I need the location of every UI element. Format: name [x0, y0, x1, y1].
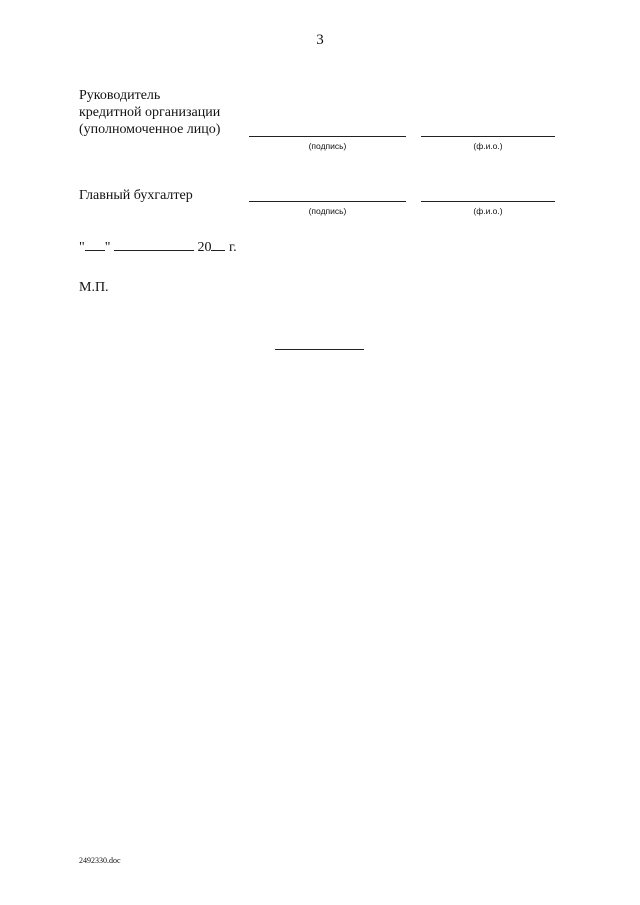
head-role-label [79, 87, 220, 138]
day-blank [85, 238, 105, 251]
month-blank [114, 238, 194, 251]
accountant-name-line [421, 201, 555, 202]
year-prefix: 20 [197, 240, 212, 255]
date-line [79, 238, 237, 256]
head-name-line [421, 136, 555, 137]
accountant-name-caption: (ф.и.о.) [473, 206, 503, 216]
year-suffix: г. [228, 240, 237, 255]
head-signature-caption: (подпись) [308, 141, 347, 151]
accountant-role-label [79, 187, 193, 204]
accountant-signature-line [249, 201, 406, 202]
accountant-signature-caption: (подпись) [308, 206, 347, 216]
head-signature-line [249, 136, 406, 137]
head-role-line-2: кредитной организации [79, 105, 221, 120]
footer-filename: 2492330.doc [79, 856, 121, 865]
head-role-line-1: Руководитель [79, 88, 161, 103]
page-number: 3 [316, 32, 324, 48]
year-blank [211, 238, 225, 251]
head-name-caption: (ф.и.о.) [473, 141, 503, 151]
end-separator-line [275, 349, 364, 350]
stamp-label: М.П. [79, 280, 109, 295]
date-close-quote: " [104, 240, 111, 255]
accountant-role-line-1: Главный бухгалтер [79, 188, 193, 203]
date-open-quote: " [79, 240, 85, 255]
head-role-line-3: (уполномоченное лицо) [79, 122, 221, 137]
